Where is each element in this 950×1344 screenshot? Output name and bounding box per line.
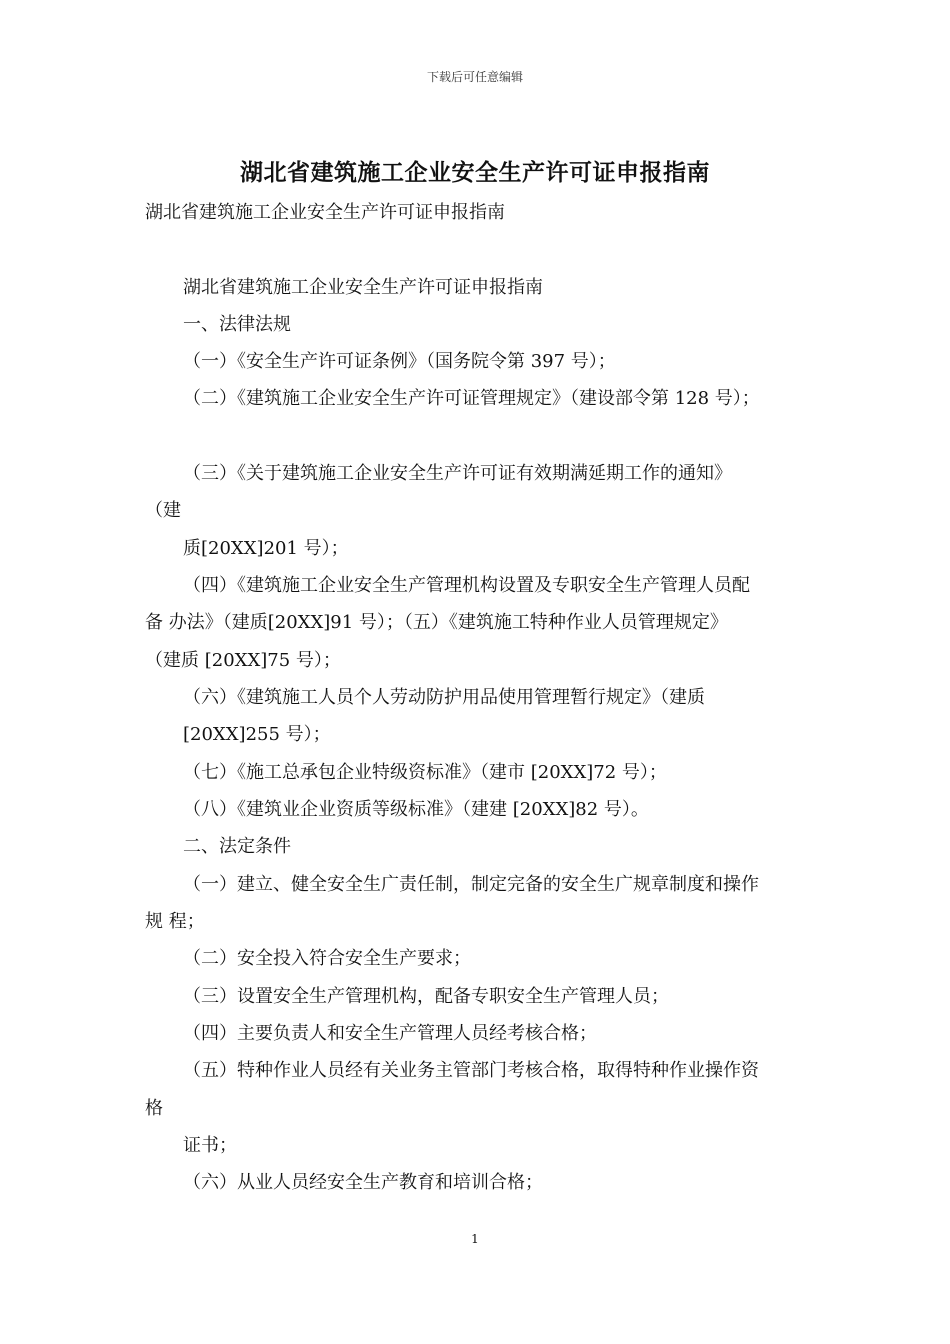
law-item-7: （七）《施工总承包企业特级资标准》（建市 [20XX]72 号）； [183, 762, 667, 783]
document-title: 湖北省建筑施工企业安全生产许可证申报指南 [240, 159, 710, 186]
law-item-8: （八）《建筑业企业资质等级标准》（建建 [20XX]82 号）。 [183, 799, 649, 820]
condition-item-1-cont: 规 程； [145, 911, 205, 932]
law-item-3-cont: （建 [145, 500, 181, 521]
document-subtitle: 湖北省建筑施工企业安全生产许可证申报指南 [145, 202, 505, 223]
section-heading-laws: 一、法律法规 [183, 314, 291, 335]
section-heading-conditions: 二、法定条件 [183, 836, 291, 857]
page-number: 1 [471, 1232, 479, 1246]
law-item-1: （一）《安全生产许可证条例》（国务院令第 397 号）； [183, 351, 616, 372]
condition-item-5: （五）特种作业人员经有关业务主管部门考核合格，取得特种作业操作资 [183, 1060, 759, 1081]
law-item-6: （六）《建筑施工人员个人劳动防护用品使用管理暂行规定》（建质 [183, 687, 705, 708]
condition-item-6: （六）从业人员经安全生产教育和培训合格； [183, 1172, 543, 1193]
condition-item-3: （三）设置安全生产管理机构，配备专职安全生产管理人员； [183, 986, 669, 1007]
law-item-2: （二）《建筑施工企业安全生产许可证管理规定》（建设部令第 128 号）； [183, 388, 760, 409]
condition-item-5-cont-2: 证书； [183, 1135, 237, 1156]
condition-item-5-cont: 格 [145, 1098, 163, 1119]
law-item-4-cont: 备 办法》（建质[20XX]91 号）；（五）《建筑施工特种作业人员管理规定》 [145, 612, 728, 633]
law-item-4: （四）《建筑施工企业安全生产管理机构设置及专职安全生产管理人员配 [183, 575, 750, 596]
intro-title: 湖北省建筑施工企业安全生产许可证申报指南 [183, 277, 543, 298]
law-item-5-cont: （建质 [20XX]75 号）； [145, 650, 341, 671]
condition-item-1: （一）建立、健全安全生广责任制，制定完备的安全生广规章制度和操作 [183, 874, 759, 895]
condition-item-4: （四）主要负责人和安全生产管理人员经考核合格； [183, 1023, 597, 1044]
condition-item-2: （二）安全投入符合安全生产要求； [183, 948, 471, 969]
law-item-3: （三）《关于建筑施工企业安全生产许可证有效期满延期工作的通知》 [183, 463, 732, 484]
law-item-6-cont: [20XX]255 号）； [183, 724, 331, 745]
header-note: 下载后可任意编辑 [426, 70, 523, 84]
law-item-3-cont-2: 质[20XX]201 号）； [183, 538, 349, 559]
